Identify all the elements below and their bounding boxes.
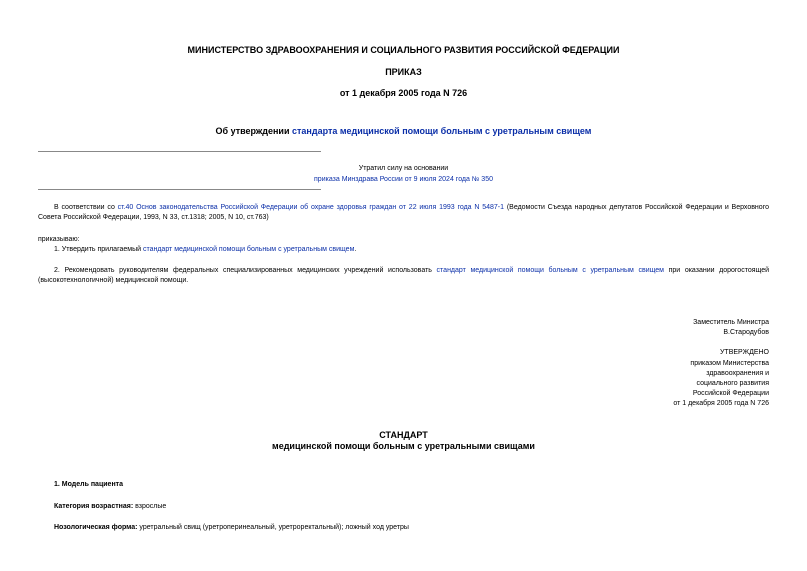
approved-title: УТВЕРЖДЕНО xyxy=(719,349,769,356)
age-category xyxy=(54,502,166,512)
approved-line: от 1 декабря 2005 года N 726 xyxy=(673,400,769,407)
age-value: взрослые xyxy=(133,503,167,510)
preamble-law-link[interactable]: ст.40 Основ законодательства Российской Федерации об охране здоровья граждан от 22 июля 1993 года N 5487-1 xyxy=(117,204,505,211)
order-item-2 xyxy=(38,266,769,286)
order-word: приказываю: xyxy=(38,236,80,243)
divider-top xyxy=(38,151,321,152)
item2-prefix: 2. Рекомендовать руководителям федеральных специализированных медицинских учреждений использовать xyxy=(54,267,437,274)
order-item-1 xyxy=(54,245,769,255)
item2-suffix: при оказании дорогостоящей (высокотехнологичной) медицинской помощи. xyxy=(38,267,769,284)
signature-position: Заместитель Министра xyxy=(693,319,769,326)
ministry-heading: МИНИСТЕРСТВО ЗДРАВООХРАНЕНИЯ И СОЦИАЛЬНОГО РАЗВИТИЯ РОССИЙСКОЙ ФЕДЕРАЦИИ xyxy=(187,45,620,55)
approved-line: приказом Министерства xyxy=(690,360,769,367)
subject-link[interactable]: стандарта медицинской помощи больным с уретральным свищем xyxy=(292,126,592,136)
item1-standard-link[interactable]: стандарт медицинской помощи больным с уретральным свищем xyxy=(142,246,355,253)
doc-type: ПРИКАЗ xyxy=(385,67,422,77)
item1-prefix: 1. Утвердить прилагаемый xyxy=(54,246,143,253)
nosology-form xyxy=(54,523,409,533)
item1-suffix: . xyxy=(354,246,357,253)
doc-date-number: от 1 декабря 2005 года N 726 xyxy=(339,88,468,98)
patient-model-heading: 1. Модель пациента xyxy=(54,481,123,488)
lost-force-link[interactable]: приказа Минздрава России от 9 июля 2024 года № 350 xyxy=(314,176,493,183)
age-label: Категория возрастная: xyxy=(54,503,134,510)
preamble-text-1: В соответствии со xyxy=(54,204,118,211)
standard-title: СТАНДАРТ xyxy=(379,430,428,440)
approved-line: Российской Федерации xyxy=(692,390,769,397)
divider-bottom xyxy=(38,189,321,190)
preamble-paragraph xyxy=(38,203,769,223)
approved-line: социального развития xyxy=(696,380,769,387)
approved-line: здравоохранения и xyxy=(706,370,769,377)
preamble-text-2: (Ведомости Съезда народных депутатов Российской Федерации и Верховного Совета Российской Федерации, 1993, N 33, ст.1318; 2005, N 10, ст.763) xyxy=(38,204,769,221)
nosology-label: Нозологическая форма: xyxy=(54,524,138,531)
subject-prefix: Об утверждении xyxy=(215,126,292,136)
item2-standard-link[interactable]: стандарт медицинской помощи больным с уретральным свищем xyxy=(436,267,664,274)
standard-subtitle: медицинской помощи больным с уретральными свищами xyxy=(272,441,535,451)
lost-force-line1: Утратил силу на основании xyxy=(358,165,449,172)
nosology-value: уретральный свищ (уретроперинеальный, уретроректальный); ложный ход уретры xyxy=(137,524,409,531)
signature-name: В.Стародубов xyxy=(723,329,769,336)
doc-subject xyxy=(0,126,807,136)
